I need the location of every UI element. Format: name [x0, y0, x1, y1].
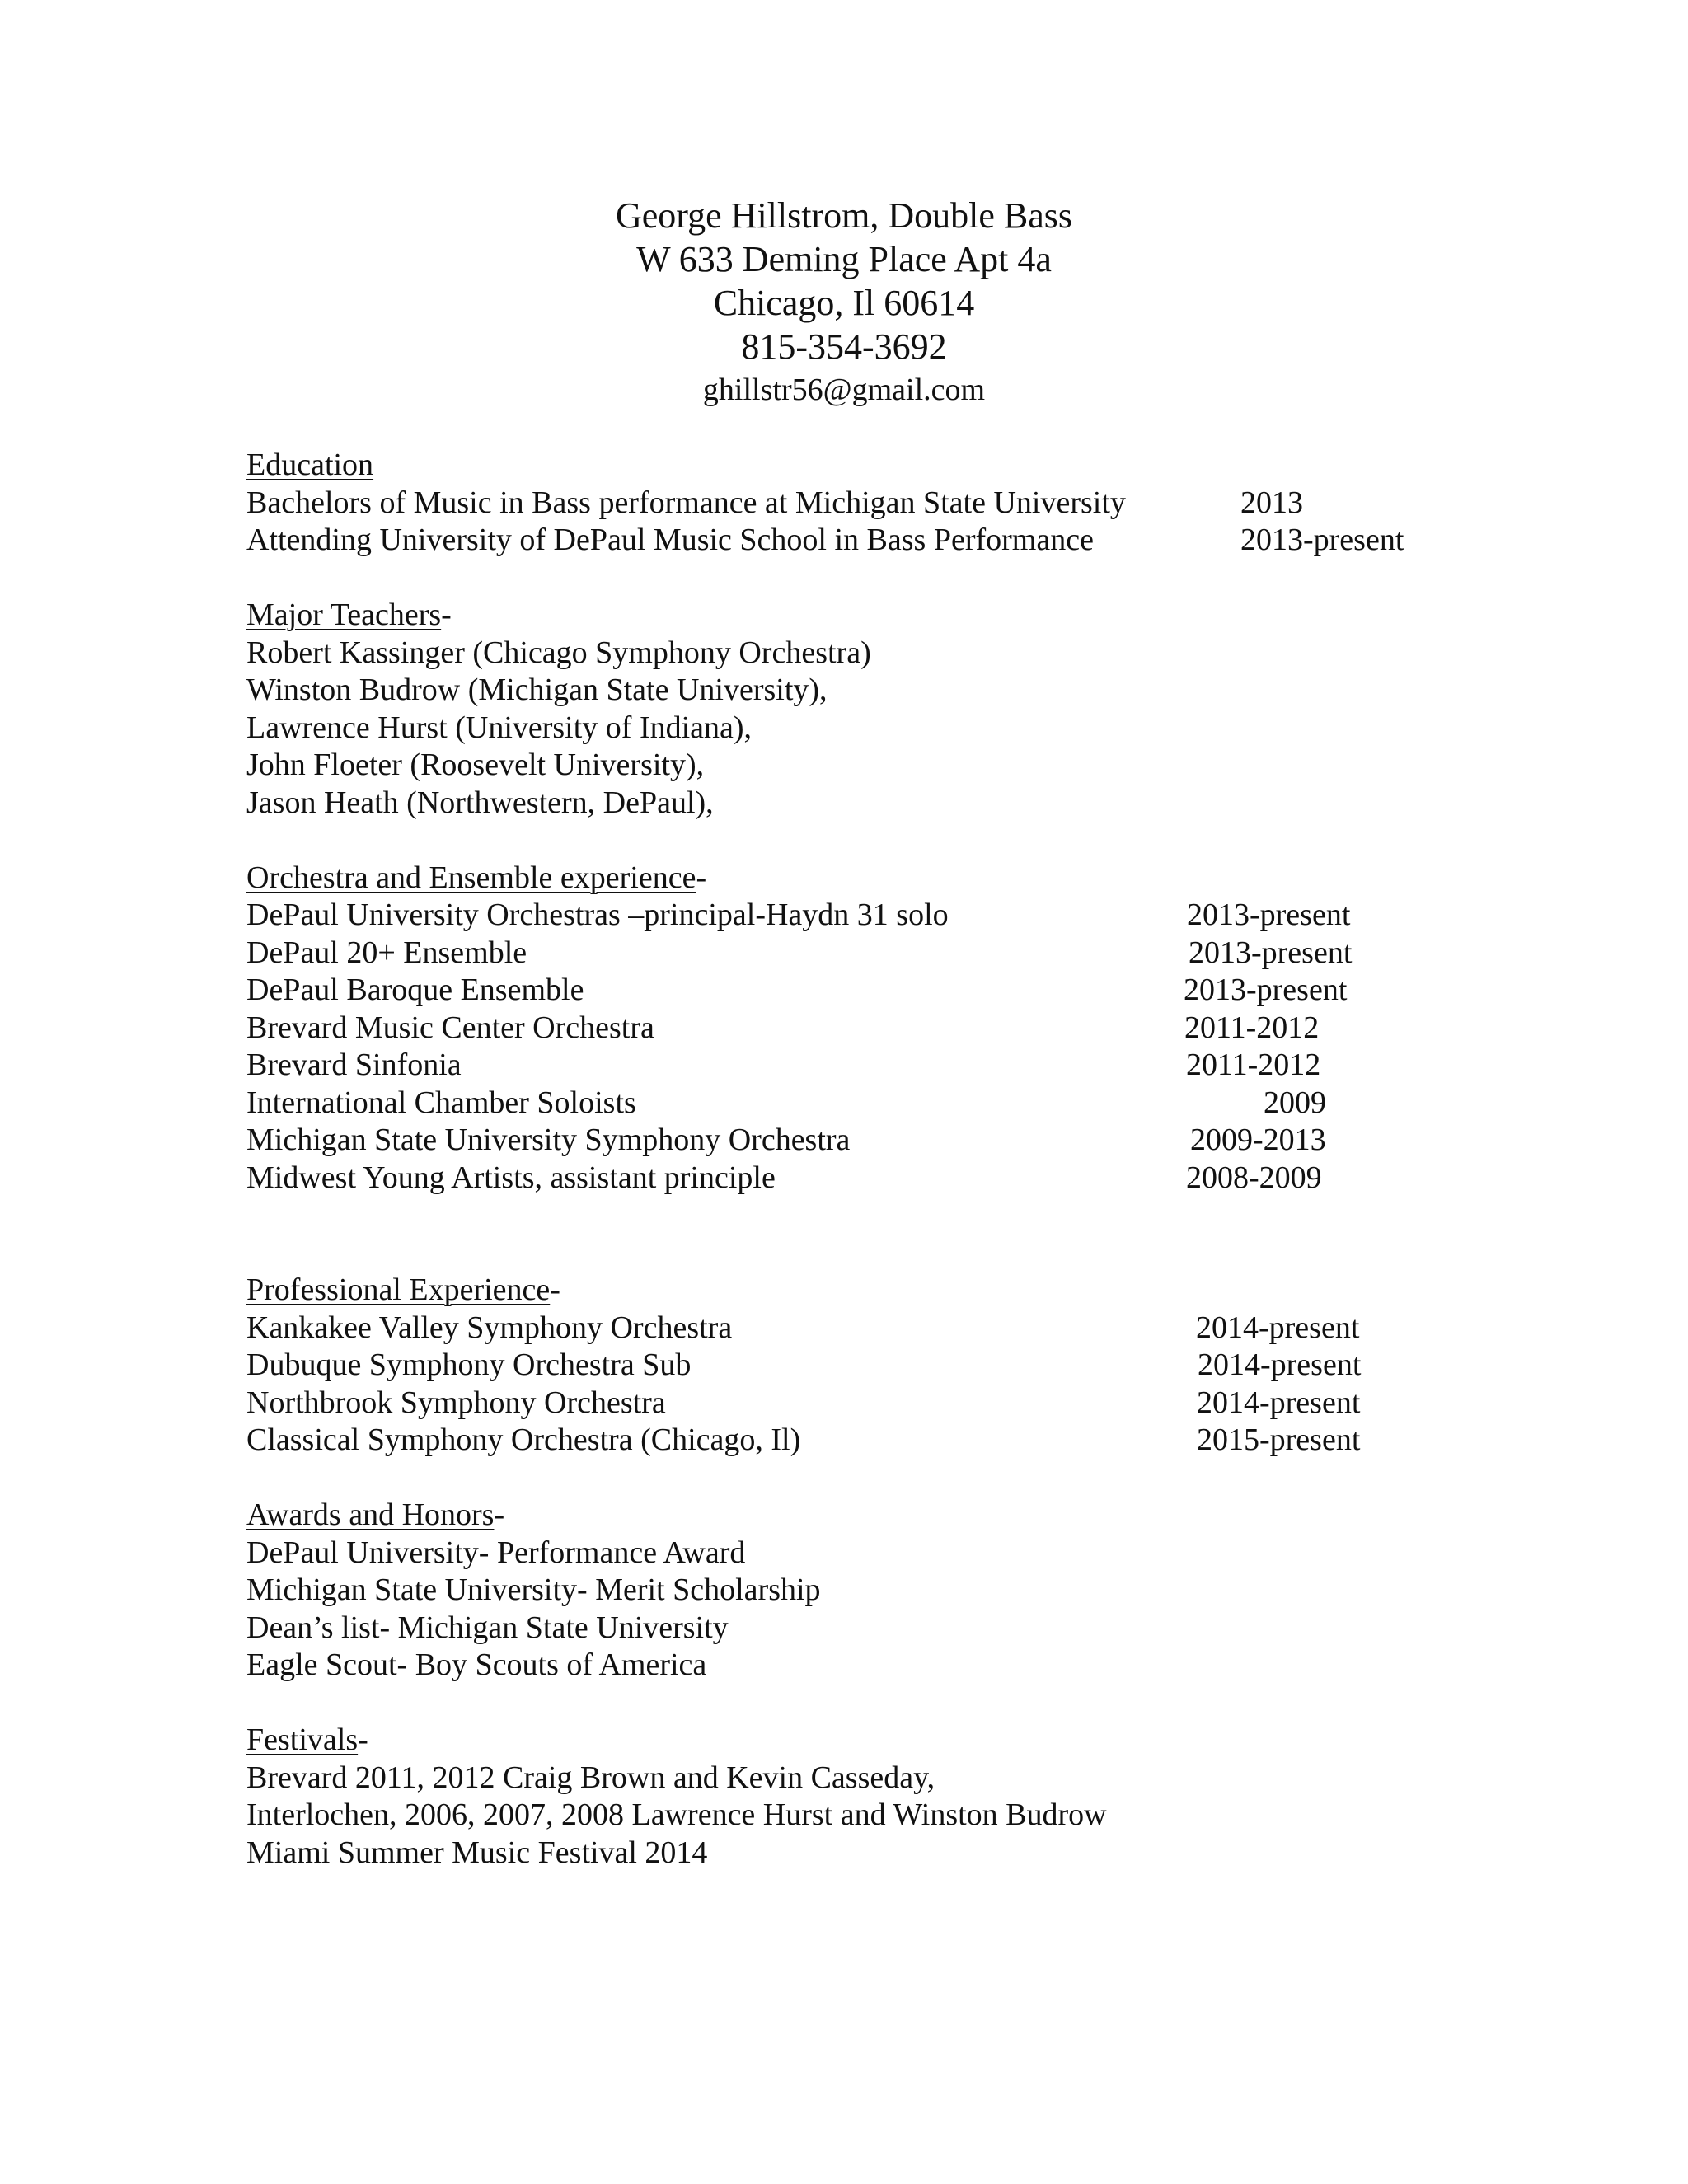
orchestra-item-text: Brevard Sinfonia: [246, 1047, 462, 1082]
section-heading-festivals: Festivals-: [246, 1722, 368, 1757]
orchestra-item: [246, 935, 1483, 972]
festival-item: Interlochen, 2006, 2007, 2008 Lawrence Hurst and Winston Budrow: [246, 1797, 1107, 1832]
orchestra-item-year: 2013-present: [1184, 972, 1348, 1007]
education-item-text: Bachelors of Music in Bass performance at Michigan State University: [246, 485, 1126, 520]
section-heading-orchestra: Orchestra and Ensemble experience-: [246, 860, 707, 895]
orchestra-item: [246, 1085, 1483, 1122]
professional-item-text: Classical Symphony Orchestra (Chicago, Il): [246, 1422, 801, 1457]
orchestra-item: [246, 972, 1483, 1010]
orchestra-item-text: DePaul University Orchestras –principal-Haydn 31 solo: [246, 898, 949, 932]
orchestra-item-text: Michigan State University Symphony Orchestra: [246, 1122, 851, 1157]
orchestra-item-year: 2013-present: [1187, 898, 1351, 932]
orchestra-item-text: International Chamber Soloists: [246, 1085, 636, 1120]
award-item: Michigan State University- Merit Scholarship: [246, 1572, 821, 1607]
phone-number: 815-354-3692: [741, 326, 947, 367]
professional-item: [246, 1310, 1483, 1347]
orchestra-item: [246, 1160, 1483, 1197]
resume-body: [246, 447, 1483, 1872]
orchestra-item-year: 2011-2012: [1186, 1047, 1321, 1082]
section-heading-education: Education: [246, 448, 374, 482]
orchestra-item-year: 2009: [1264, 1085, 1326, 1120]
orchestra-item-year: 2011-2012: [1184, 1010, 1320, 1045]
teacher-item: Jason Heath (Northwestern, DePaul),: [246, 785, 714, 820]
orchestra-item: [246, 897, 1483, 935]
teacher-item: Robert Kassinger (Chicago Symphony Orchestra): [246, 635, 871, 670]
professional-item-year: 2014-present: [1196, 1310, 1360, 1345]
orchestra-item-text: DePaul 20+ Ensemble: [246, 935, 528, 970]
section-heading-professional: Professional Experience-: [246, 1272, 560, 1307]
orchestra-item: [246, 1122, 1483, 1160]
professional-item-text: Northbrook Symphony Orchestra: [246, 1385, 666, 1420]
orchestra-item: [246, 1047, 1483, 1085]
name-title: George Hillstrom, Double Bass: [615, 195, 1073, 236]
address-line-2: Chicago, Il 60614: [713, 283, 975, 323]
education-item: [246, 522, 1483, 560]
professional-item: [246, 1385, 1483, 1422]
orchestra-item-year: 2013-present: [1189, 935, 1353, 970]
award-item: Dean’s list- Michigan State University: [246, 1610, 729, 1645]
orchestra-item-text: Midwest Young Artists, assistant principle: [246, 1160, 776, 1195]
professional-item: [246, 1347, 1483, 1385]
education-item: [246, 485, 1483, 523]
address-line-1: W 633 Deming Place Apt 4a: [636, 239, 1052, 279]
orchestra-item-year: 2008-2009: [1186, 1160, 1322, 1195]
professional-item: [246, 1422, 1483, 1460]
orchestra-item-text: Brevard Music Center Orchestra: [246, 1010, 654, 1045]
section-heading-teachers: Major Teachers-: [246, 598, 452, 632]
education-item-year: 2013: [1240, 485, 1303, 520]
award-item: Eagle Scout- Boy Scouts of America: [246, 1647, 707, 1682]
orchestra-item: [246, 1010, 1483, 1047]
teacher-item: Winston Budrow (Michigan State University),: [246, 673, 828, 707]
professional-item-year: 2014-present: [1197, 1385, 1361, 1420]
professional-item-year: 2014-present: [1198, 1347, 1362, 1382]
festival-item: Miami Summer Music Festival 2014: [246, 1835, 708, 1870]
award-item: DePaul University- Performance Award: [246, 1535, 746, 1570]
section-heading-awards: Awards and Honors-: [246, 1497, 505, 1532]
teacher-item: John Floeter (Roosevelt University),: [246, 748, 705, 782]
professional-item-text: Dubuque Symphony Orchestra Sub: [246, 1347, 692, 1382]
email-address: ghillstr56@gmail.com: [702, 373, 986, 407]
festival-item: Brevard 2011, 2012 Craig Brown and Kevin Casseday,: [246, 1760, 935, 1795]
teacher-item: Lawrence Hurst (University of Indiana),: [246, 710, 753, 745]
professional-item-year: 2015-present: [1197, 1422, 1361, 1457]
orchestra-item-text: DePaul Baroque Ensemble: [246, 972, 584, 1007]
resume-header: [0, 194, 1688, 410]
professional-item-text: Kankakee Valley Symphony Orchestra: [246, 1310, 733, 1345]
education-item-text: Attending University of DePaul Music School in Bass Performance: [246, 523, 1094, 557]
education-item-year: 2013-present: [1240, 523, 1404, 557]
orchestra-item-year: 2009-2013: [1190, 1122, 1326, 1157]
